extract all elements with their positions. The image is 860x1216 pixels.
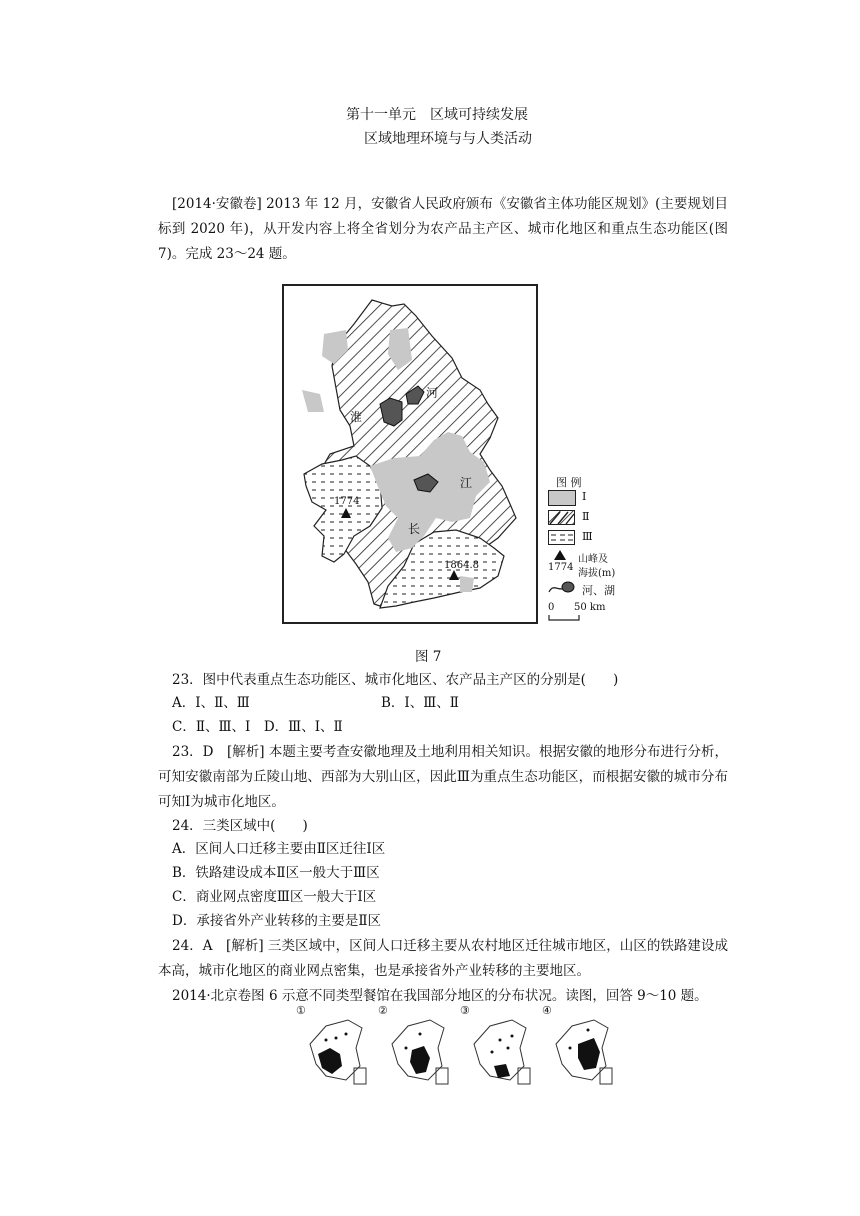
small-map-number: ① <box>296 1004 306 1017</box>
scale-value: 50 km <box>574 602 606 613</box>
legend-swatch-zone-1 <box>548 490 576 506</box>
scale-bar <box>548 614 582 622</box>
figure-caption: 图 7 <box>415 649 442 665</box>
huai-label: 淮 <box>350 410 363 424</box>
legend-peak-icon <box>554 550 566 560</box>
section-title: 区域地理环境与与人类活动 <box>364 131 532 147</box>
legend-zone-3-label: Ⅲ <box>582 530 593 543</box>
small-map-number: ② <box>378 1004 388 1017</box>
q24-option-d: D．承接省外产业转移的主要是Ⅱ区 <box>172 913 381 929</box>
legend-peak-value: 1774 <box>548 562 574 573</box>
q23-option-cd: C．Ⅱ、Ⅲ、Ⅰ D．Ⅲ、Ⅰ、Ⅱ <box>172 719 343 735</box>
q23-answer: 23．D [解析] 本题主要考查安徽地理及土地利用相关知识。根据安徽的地形分布进行分析，可知安徽南部为丘陵山地、西部为大别山区，因此Ⅲ为重点生态功能区，而根据安徽的城市分布可知Ⅰ为城市化地区。 <box>158 744 728 810</box>
q24-stem: 24．三类区域中( ) <box>172 818 308 834</box>
intro-paragraph: [2014·安徽卷] 2013 年 12 月，安徽省人民政府颁布《安徽省主体功能区规划》(主要规划目标到 2020 年)，从开发内容上将全省划分为农产品主产区、城市化地区和重点生态功能区(图 7)。完成 23～24 题。 <box>158 196 728 262</box>
legend-swatch-zone-3 <box>548 530 576 546</box>
he-label: 河 <box>426 386 439 400</box>
peak-elevation-label: 1864.8 <box>444 560 479 571</box>
peak-elevation-label: 1774 <box>334 496 360 507</box>
zone-1-patch <box>302 390 324 412</box>
legend-river-label: 河、湖 <box>582 584 615 597</box>
unit-title: 第十一单元 区域可持续发展 <box>346 107 528 123</box>
small-map-number: ④ <box>542 1004 552 1017</box>
q24-answer: 24．A [解析] 三类区域中，区间人口迁移主要从农村地区迁往城市地区，山区的铁路建设成本高，城市化地区的商业网点密集，也是承接省外产业转移的主要地区。 <box>158 938 728 979</box>
legend-swatch-zone-2 <box>548 510 576 526</box>
small-map <box>542 1004 620 1092</box>
q23-option-a: A．Ⅰ、Ⅱ、Ⅲ <box>172 695 250 711</box>
jiang-label: 江 <box>460 476 473 490</box>
q23-stem: 23．图中代表重点生态功能区、城市化地区、农产品主产区的分别是( ) <box>172 672 619 688</box>
legend-zone-2-label: Ⅱ <box>582 510 590 523</box>
small-map-number: ③ <box>460 1004 470 1017</box>
legend-title: 图 例 <box>556 476 582 489</box>
small-map <box>378 1004 456 1092</box>
q24-option-c: C．商业网点密度Ⅲ区一般大于Ⅰ区 <box>172 889 377 905</box>
legend-river-icon <box>548 580 576 596</box>
chang-label: 长 <box>408 522 421 536</box>
legend-zone-1-label: Ⅰ <box>582 490 587 503</box>
small-map <box>460 1004 538 1092</box>
q24-option-a: A．区间人口迁移主要由Ⅱ区迁往Ⅰ区 <box>172 841 386 857</box>
restaurant-distribution-maps <box>296 1004 616 1092</box>
legend-peak-label-2: 海拔(m) <box>578 568 616 579</box>
anhui-zoning-map <box>282 284 538 624</box>
legend-peak-label-1: 山峰及 <box>578 554 608 565</box>
q23-option-b: B．Ⅰ、Ⅲ、Ⅱ <box>381 695 459 711</box>
q24-option-b: B．铁路建设成本Ⅱ区一般大于Ⅲ区 <box>172 865 380 881</box>
scale-zero: 0 <box>548 602 555 613</box>
small-map <box>296 1004 374 1092</box>
beijing-intro: 2014·北京卷图 6 示意不同类型餐馆在我国部分地区的分布状况。读图，回答 9～10 题。 <box>172 988 708 1004</box>
zone-1-patch <box>460 576 474 592</box>
